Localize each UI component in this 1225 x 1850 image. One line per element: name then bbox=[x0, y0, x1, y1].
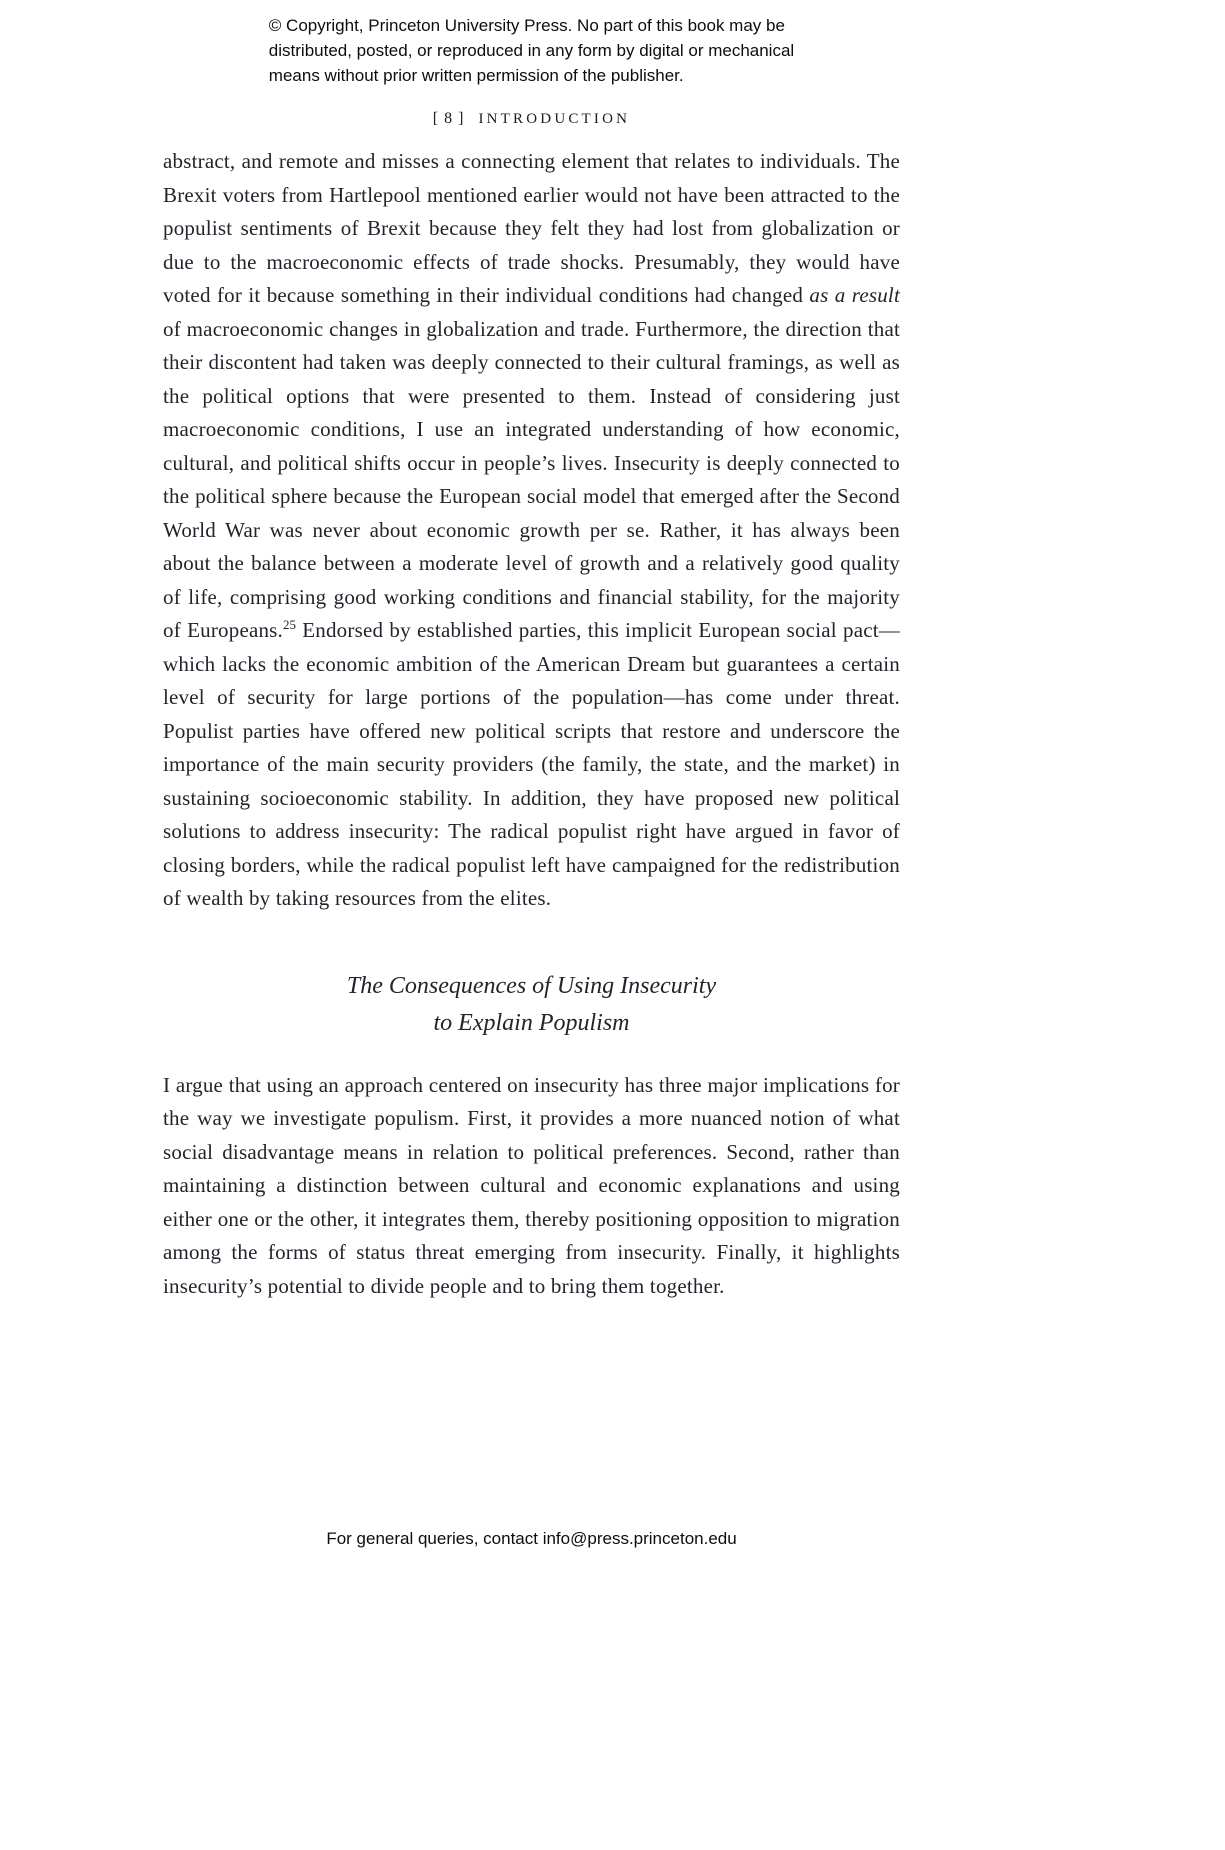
running-head bbox=[163, 110, 900, 128]
italic-phrase: as a result bbox=[809, 283, 900, 307]
footnote-reference: 25 bbox=[283, 617, 297, 632]
section-heading bbox=[163, 968, 900, 1042]
page-number: [ 8 ] bbox=[432, 110, 465, 127]
copyright-line: distributed, posted, or reproduced in any form by digital or mechanical bbox=[268, 41, 795, 60]
copyright-notice bbox=[269, 13, 794, 88]
paragraph-1-text: of macroeconomic changes in globalization and trade. Furthermore, the direction that their discontent had taken was deeply connected to their cultural framings, as well as the political options that were presented to them. Instead of considering just macroeconomic conditions, I use an integrated understanding of how economic, cultural, and political shifts occur in people’s lives. Insecurity is deeply connected to the political sphere because the European social model that emerged after the Second World War was never about economic growth per se. Rather, it has always been about the balance between a moderate level of growth and a relatively good quality of life, comprising good working conditions and financial stability, for the majority of Europeans. bbox=[163, 316, 900, 642]
running-title: INTRODUCTION bbox=[478, 111, 631, 127]
paragraph-2: I argue that using an approach centered on insecurity has three major implications for the way we investigate populism. First, it provides a more nuanced notion of what social disadvantage means in relation to political preferences. Second, rather than maintaining a distinction between cultural and economic explanations and using either one or the other, it integrates them, thereby positioning opposition to migration among the forms of status threat emerging from insecurity. Finally, it highlights insecurity’s potential to divide people and to bring them together. bbox=[163, 1072, 900, 1298]
paragraph-1-text: Endorsed by established parties, this implicit European social pact—which lacks the economic ambition of the American Dream but guarantees a certain level of security for large portions of the population—has come under threat. Populist parties have offered new political scripts that restore and underscore the importance of the main security providers (the family, the state, and the market) in sustaining socioeconomic stability. In addition, they have proposed new political solutions to address insecurity: The radical populist right have argued in favor of closing borders, while the radical populist left have campaigned for the redistribution of wealth by taking resources from the elites. bbox=[163, 618, 900, 910]
footer-query-note: For general queries, contact info@press.princeton.edu bbox=[326, 1529, 737, 1548]
paragraph-1-text: abstract, and remote and misses a connecting element that relates to individuals. The Brexit voters from Hartlepool mentioned earlier would not have been attracted to the populist sentiments of Brexit because they felt they had lost from globalization or due to the macroeconomic effects of trade shocks. Presumably, they would have voted for it because something in their individual conditions had changed bbox=[163, 149, 900, 307]
paragraph-1 bbox=[163, 145, 900, 916]
copyright-line: © Copyright, Princeton University Press. No part of this book may be bbox=[268, 16, 785, 35]
section-heading-line: to Explain Populism bbox=[433, 1009, 630, 1036]
text-column bbox=[163, 0, 900, 1303]
copyright-line: means without prior written permission of the publisher. bbox=[268, 66, 684, 85]
section-heading-line: The Consequences of Using Insecurity bbox=[346, 972, 717, 999]
